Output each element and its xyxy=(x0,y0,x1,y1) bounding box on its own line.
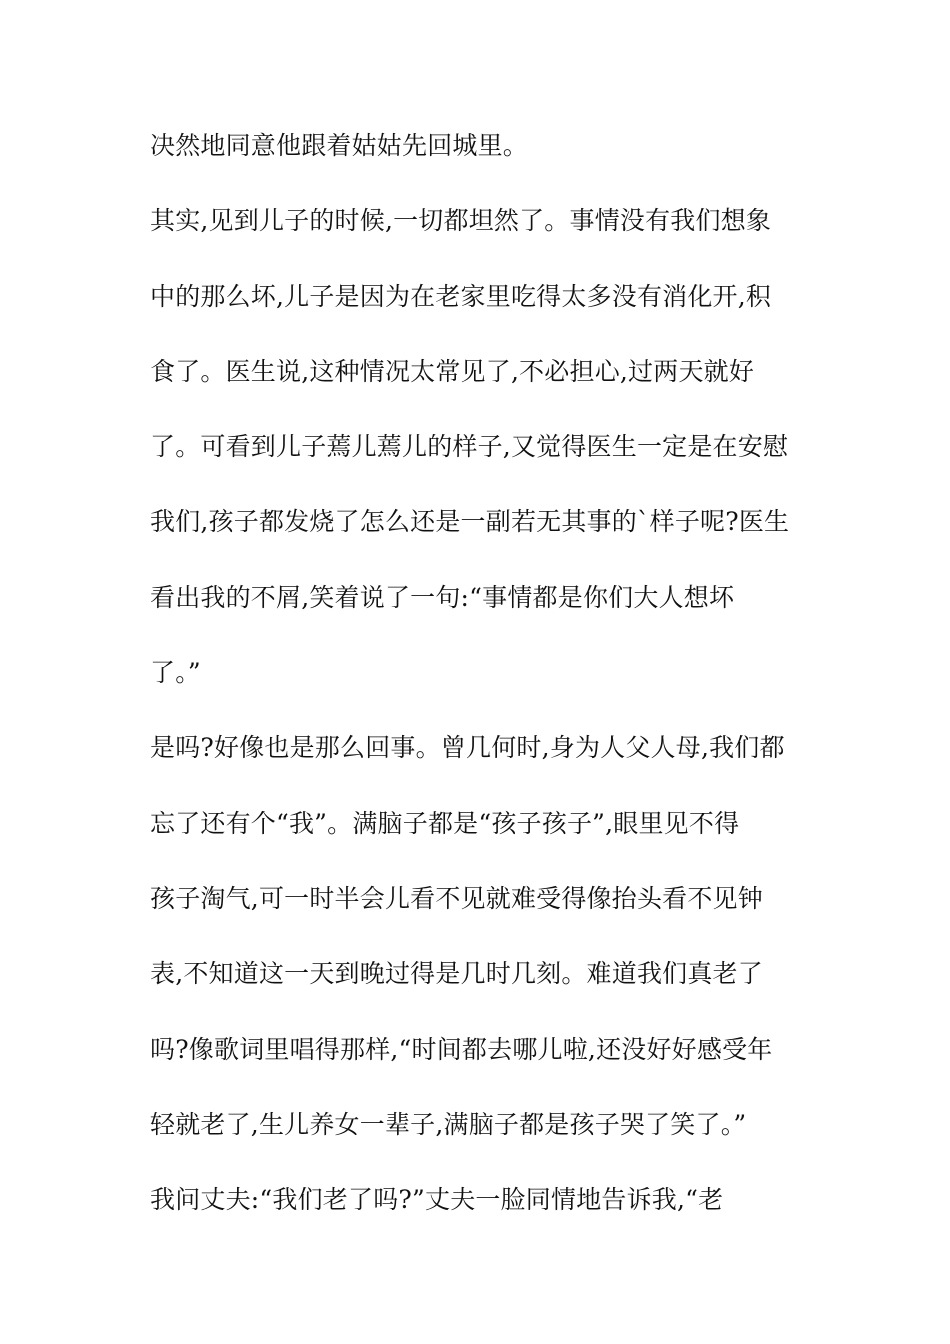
text-line: 是吗?好像也是那么回事。曾几何时,身为人父人母,我们都 xyxy=(150,733,785,763)
text-line: 其实,见到儿子的时候,一切都坦然了。事情没有我们想象 xyxy=(150,206,772,236)
text-line: 决然地同意他跟着姑姑先回城里。 xyxy=(150,131,529,160)
text-line: 看出我的不屑,笑着说了一句:“事情都是你们大人想坏 xyxy=(150,582,735,612)
text-line: 食了。医生说,这种情况太常见了,不必担心,过两天就好 xyxy=(150,356,755,386)
text-line: 吗?像歌词里唱得那样,“时间都去哪儿啦,还没好好感受年 xyxy=(150,1034,773,1064)
text-line: 轻就老了,生儿养女一辈子,满脑子都是孩子哭了笑了。” xyxy=(150,1109,747,1139)
text-line: 表,不知道这一天到晚过得是几时几刻。难道我们真老了 xyxy=(150,959,763,989)
text-line: 孩子淘气,可一时半会儿看不见就难受得像抬头看不见钟 xyxy=(150,883,763,913)
document-body-text xyxy=(150,126,810,1255)
text-line: 忘了还有个“我”。满脑子都是“孩子孩子”,眼里见不得 xyxy=(150,808,740,838)
text-line: 我问丈夫:“我们老了吗?”丈夫一脸同情地告诉我,“老 xyxy=(150,1185,724,1215)
text-line: 中的那么坏,儿子是因为在老家里吃得太多没有消化开,积 xyxy=(150,281,772,311)
text-line: 了。可看到儿子蔫儿蔫儿的样子,又觉得医生一定是在安慰 xyxy=(150,432,789,462)
text-line: 了。” xyxy=(150,658,201,688)
text-line: 我们,孩子都发烧了怎么还是一副若无其事的`样子呢?医生 xyxy=(150,507,790,537)
